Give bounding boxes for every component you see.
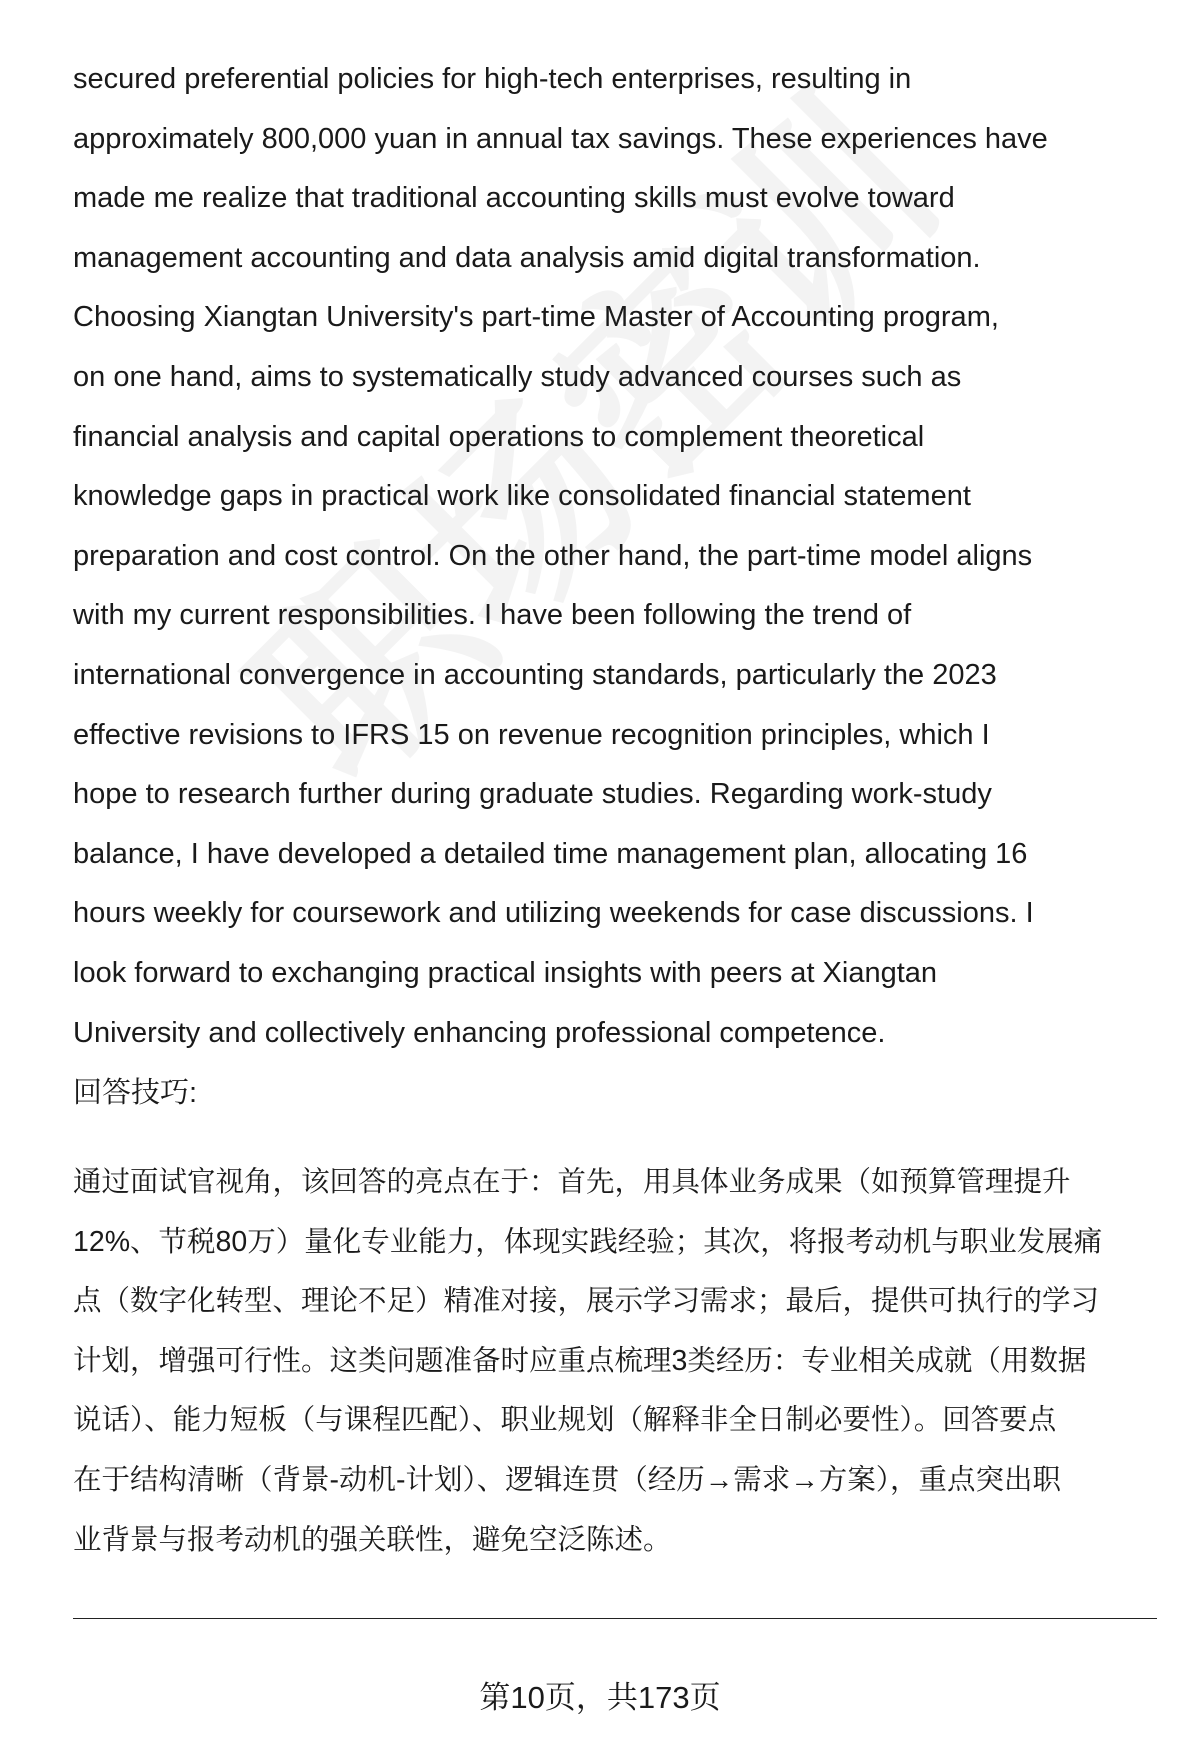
text-line: 12%、节税80万）量化专业能力，体现实践经验；其次，将报考动机与职业发展痛 [73, 1225, 1103, 1258]
text-line: preparation and cost control. On the other hand, the part-time model aligns [73, 539, 1033, 572]
text-line: balance, I have developed a detailed time management plan, allocating 16 [73, 837, 1028, 870]
text-line: look forward to exchanging practical insights with peers at Xiangtan [73, 956, 938, 989]
text-line: 在于结构清晰（背景-动机-计划）、逻辑连贯（经历→需求→方案），重点突出职 [73, 1463, 1061, 1496]
text-line: secured preferential policies for high-tech enterprises, resulting in [73, 63, 912, 95]
text-line: 通过面试官视角，该回答的亮点在于：首先，用具体业务成果（如预算管理提升 [73, 1166, 1071, 1198]
text-line: 点（数字化转型、理论不足）精准对接，展示学习需求；最后，提供可执行的学习 [73, 1285, 1100, 1318]
answer-paragraph [73, 50, 1163, 1063]
text-line: 说话）、能力短板（与课程匹配）、职业规划（解释非全日制必要性）。回答要点 [73, 1404, 1057, 1437]
text-line: hope to research further during graduate studies. Regarding work-study [73, 778, 992, 811]
page-number: 第10页，共173页 [479, 1680, 721, 1715]
text-line: University and collectively enhancing professional competence. [73, 1016, 886, 1049]
tips-heading: 回答技巧: [73, 1077, 198, 1109]
text-line: made me realize that traditional accounting skills must evolve toward [73, 182, 955, 215]
text-line: 计划，增强可行性。这类问题准备时应重点梳理3类经历：专业相关成就（用数据 [73, 1344, 1087, 1377]
text-line: hours weekly for coursework and utilizing weekends for case discussions. I [73, 897, 1034, 930]
footer-divider [73, 1618, 1157, 1619]
text-line: international convergence in accounting standards, particularly the 2023 [73, 658, 997, 691]
text-line: effective revisions to IFRS 15 on revenue recognition principles, which I [73, 718, 990, 751]
text-line: with my current responsibilities. I have been following the trend of [73, 599, 912, 632]
tips-paragraph [73, 1153, 1163, 1570]
text-line: knowledge gaps in practical work like consolidated financial statement [73, 480, 971, 513]
text-line: on one hand, aims to systematically study advanced courses such as [73, 360, 962, 393]
text-line: 业背景与报考动机的强关联性，避免空泛陈述。 [73, 1523, 672, 1556]
text-line: Choosing Xiangtan University's part-time Master of Accounting program, [73, 301, 999, 334]
text-line: management accounting and data analysis amid digital transformation. [73, 241, 981, 274]
text-line: approximately 800,000 yuan in annual tax savings. These experiences have [73, 122, 1048, 155]
text-line: financial analysis and capital operations to complement theoretical [73, 420, 925, 453]
